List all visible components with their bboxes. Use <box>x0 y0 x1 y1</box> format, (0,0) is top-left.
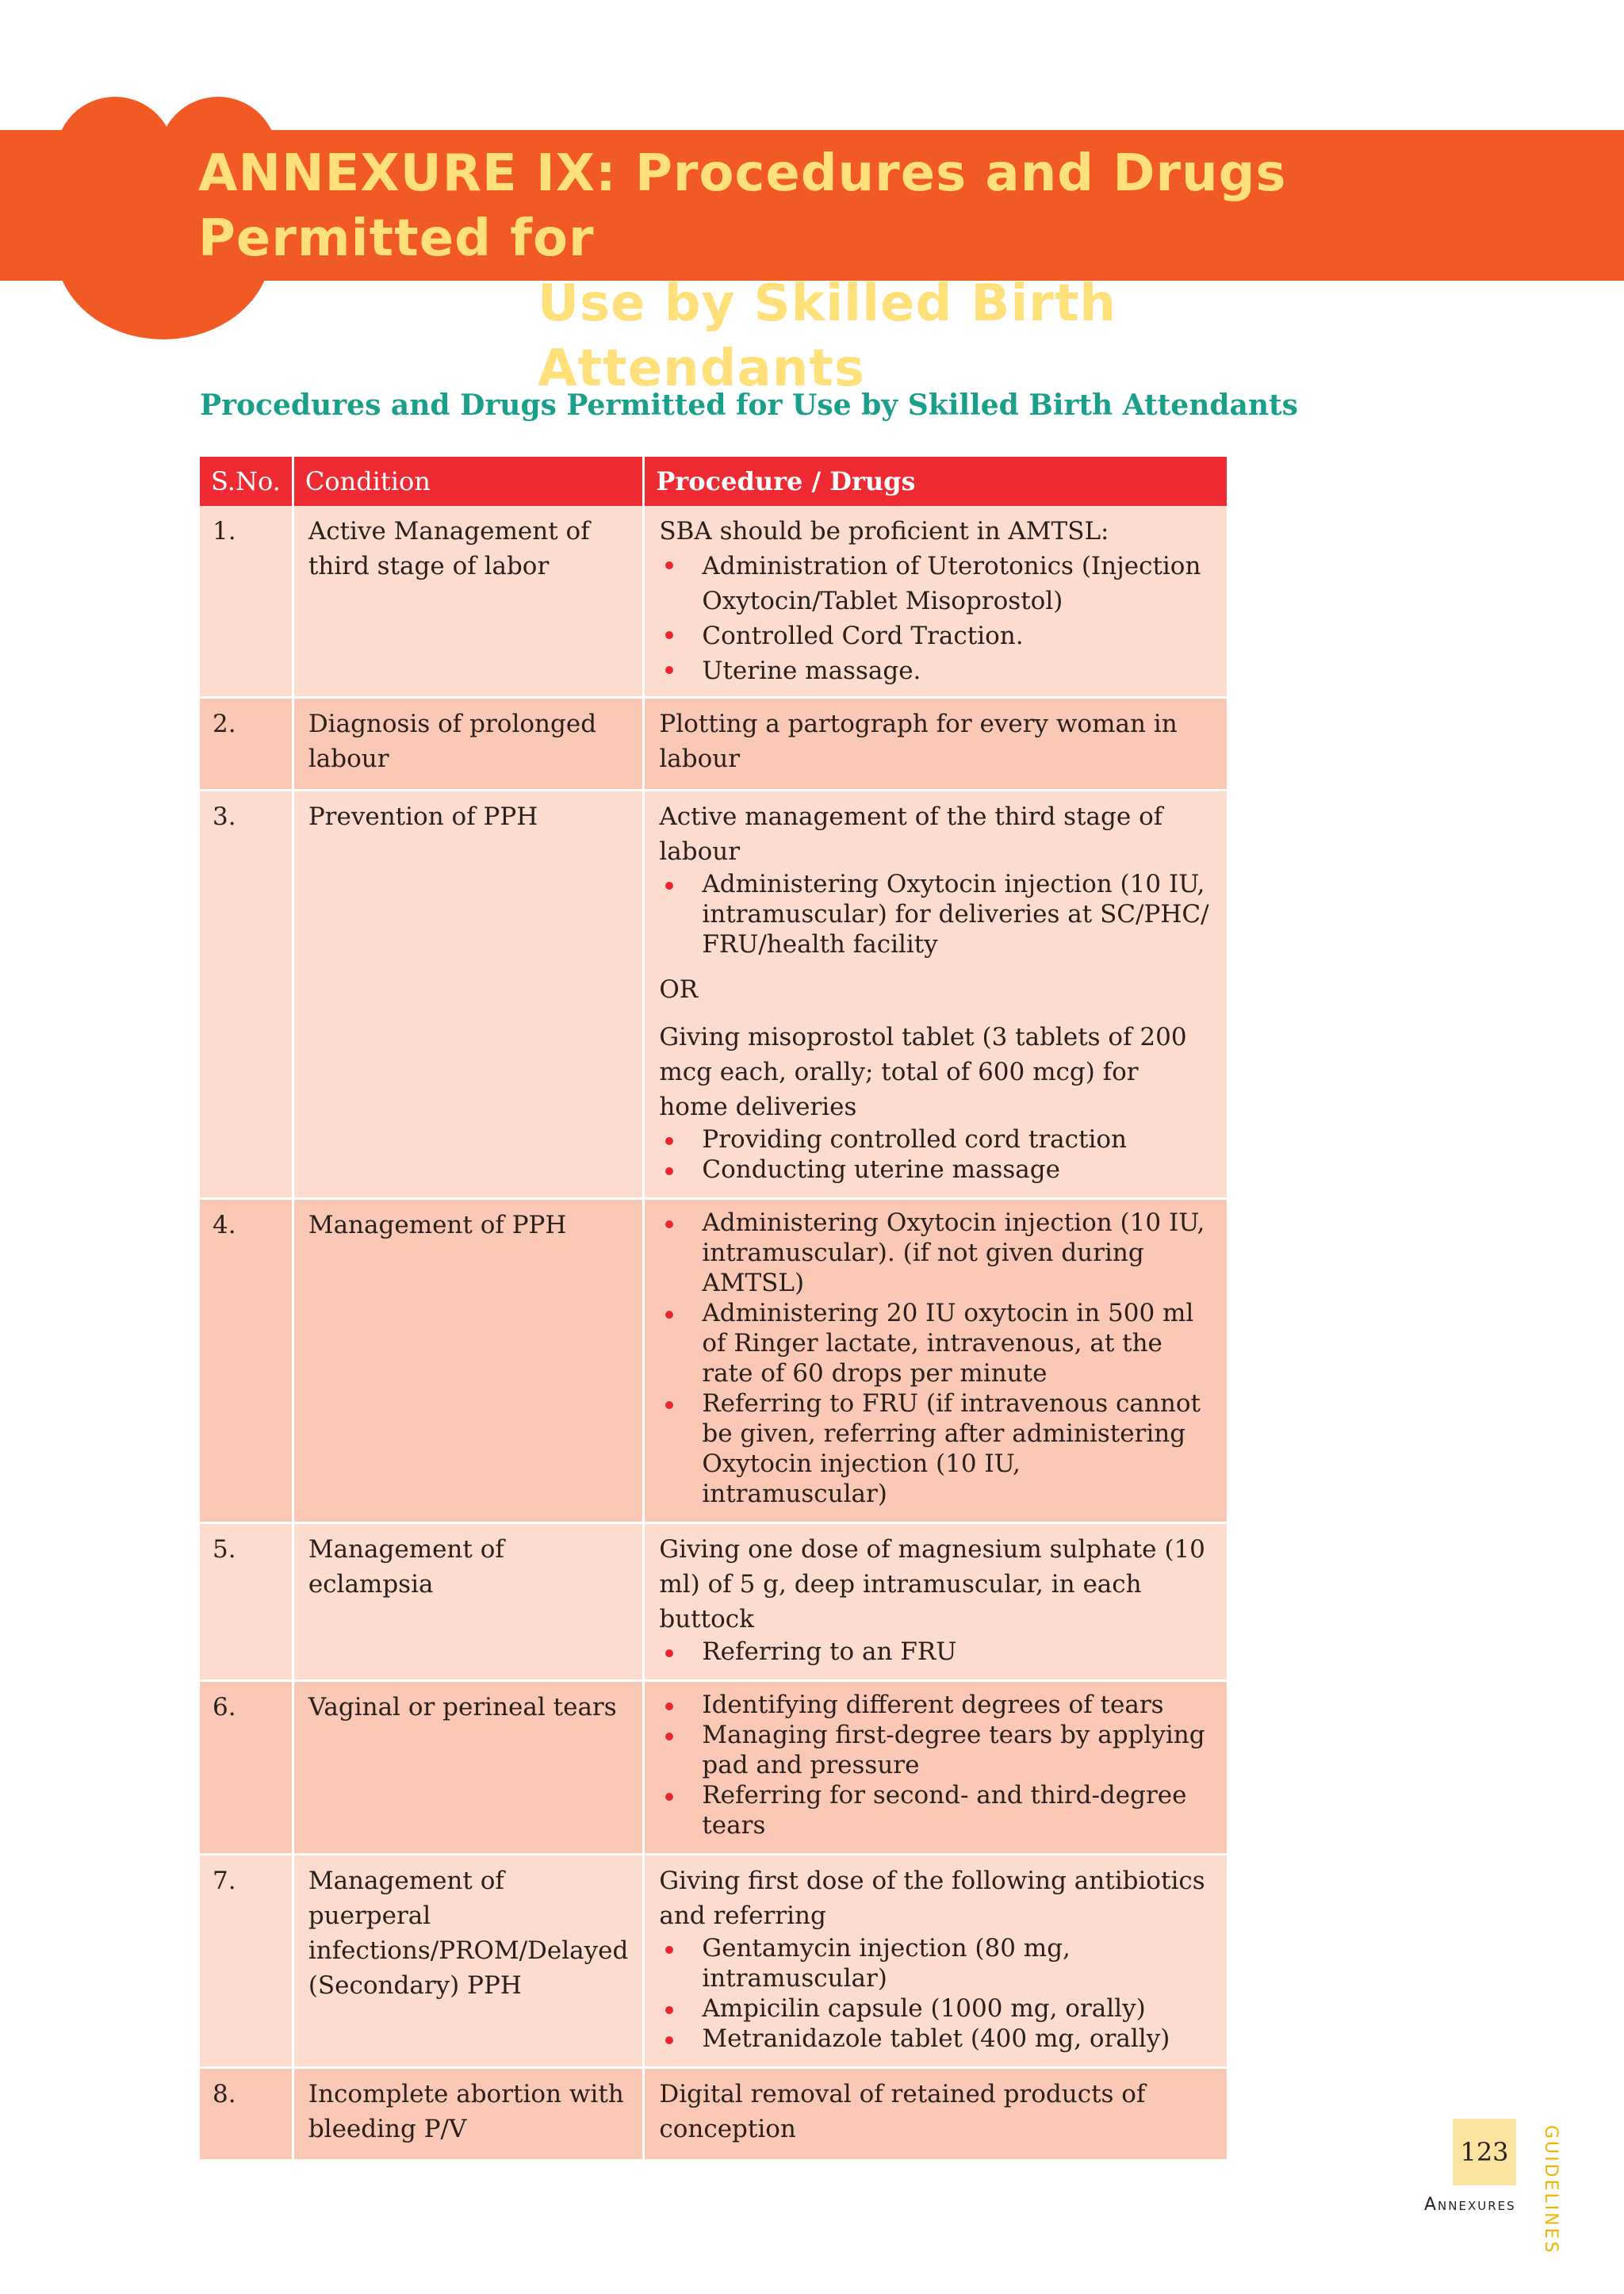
procedure-intro: Plotting a partograph for every woman in labour <box>659 710 1178 773</box>
row-procedure <box>644 506 1228 698</box>
table-header-row <box>200 457 1228 506</box>
procedure-or: OR <box>659 975 699 1004</box>
row-sno: 1. <box>200 506 293 698</box>
row-condition: Prevention of PPH <box>293 791 644 1199</box>
footer-section-label: Annexures <box>1424 2195 1516 2215</box>
row-condition: Management of puerperal infections/PROM/Delayed (Secondary) PPH <box>293 1855 644 2068</box>
page-title-line-2: Use by Skilled Birth Attendants <box>538 274 1116 398</box>
procedure-list <box>659 1690 1212 1840</box>
table-row <box>200 1855 1228 2068</box>
procedure-list <box>659 1637 1212 1667</box>
row-procedure <box>644 1199 1228 1523</box>
table-row <box>200 506 1228 698</box>
list-item: Administration of Uterotonics (Injection Oxytocin/Tablet Misoprostol) <box>659 549 1212 618</box>
header-sno: S.No. <box>200 457 293 506</box>
procedure-intro-2: Giving misoprostol tablet (3 tablets of 200 mcg each, orally; total of 600 mcg) for home deliveries <box>659 1023 1187 1121</box>
procedure-intro: Digital removal of retained products of conception <box>659 2080 1146 2143</box>
table-row <box>200 1523 1228 1681</box>
list-item: Ampicilin capsule (1000 mg, orally) <box>659 1993 1212 2024</box>
procedure-intro: Active management of the third stage of labour <box>659 802 1163 866</box>
list-item: Administering Oxytocin injection (10 IU, intramuscular) for deliveries at SC/PHC/ FRU/health facility <box>659 869 1212 959</box>
row-condition: Active Management of third stage of labor <box>293 506 644 698</box>
list-item: Referring to an FRU <box>659 1637 1212 1667</box>
list-item: Uterine massage. <box>659 653 1212 688</box>
row-procedure <box>644 698 1228 791</box>
list-item: Administering Oxytocin injection (10 IU, intramuscular). (if not given during AMTSL) <box>659 1208 1212 1298</box>
list-item: Providing controlled cord traction <box>659 1124 1212 1155</box>
row-condition: Diagnosis of prolonged labour <box>293 698 644 791</box>
row-procedure <box>644 1855 1228 2068</box>
list-item: Metranidazole tablet (400 mg, orally) <box>659 2024 1212 2054</box>
table-row <box>200 698 1228 791</box>
row-condition: Incomplete abortion with bleeding P/V <box>293 2068 644 2161</box>
procedure-list <box>659 549 1212 688</box>
list-item: Referring for second- and third-degree tears <box>659 1780 1212 1840</box>
list-item: Controlled Cord Traction. <box>659 618 1212 653</box>
list-item: Administering 20 IU oxytocin in 500 ml of Ringer lactate, intravenous, at the rate of 60 drops per minute <box>659 1298 1212 1388</box>
row-condition: Management of PPH <box>293 1199 644 1523</box>
row-procedure <box>644 1681 1228 1855</box>
procedure-intro: Giving first dose of the following antibiotics and referring <box>659 1867 1205 1930</box>
procedure-list <box>659 1933 1212 2054</box>
procedure-intro: Giving one dose of magnesium sulphate (10 ml) of 5 g, deep intramuscular, in each buttock <box>659 1535 1205 1633</box>
procedure-list <box>659 869 1212 959</box>
page-title <box>198 141 1435 401</box>
page-number: 123 <box>1453 2119 1516 2185</box>
row-sno: 4. <box>200 1199 293 1523</box>
header-condition: Condition <box>293 457 644 506</box>
row-sno: 5. <box>200 1523 293 1681</box>
section-title: Procedures and Drugs Permitted for Use by Skilled Birth Attendants <box>200 389 1298 422</box>
procedure-intro: SBA should be proficient in AMTSL: <box>659 517 1109 546</box>
page-title-line-1: ANNEXURE IX: Procedures and Drugs Permitted for <box>198 144 1287 268</box>
procedure-list <box>659 1124 1212 1185</box>
list-item: Gentamycin injection (80 mg, intramuscular) <box>659 1933 1212 1993</box>
list-item: Identifying different degrees of tears <box>659 1690 1212 1720</box>
header-procedure: Procedure / Drugs <box>644 457 1228 506</box>
row-procedure <box>644 1523 1228 1681</box>
list-item: Managing first-degree tears by applying pad and pressure <box>659 1720 1212 1780</box>
row-sno: 6. <box>200 1681 293 1855</box>
side-label: GUIDELINES <box>1541 2125 1561 2255</box>
row-sno: 7. <box>200 1855 293 2068</box>
row-sno: 8. <box>200 2068 293 2161</box>
table-row <box>200 791 1228 1199</box>
list-item: Conducting uterine massage <box>659 1155 1212 1185</box>
row-procedure <box>644 791 1228 1199</box>
row-sno: 2. <box>200 698 293 791</box>
table-row <box>200 2068 1228 2161</box>
row-sno: 3. <box>200 791 293 1199</box>
row-condition: Vaginal or perineal tears <box>293 1681 644 1855</box>
table-row <box>200 1199 1228 1523</box>
row-procedure <box>644 2068 1228 2161</box>
list-item: Referring to FRU (if intravenous cannot be given, referring after administering Oxytocin injection (10 IU, intramuscular) <box>659 1388 1212 1509</box>
procedures-table <box>200 457 1229 2162</box>
table-row <box>200 1681 1228 1855</box>
procedure-list <box>659 1208 1212 1509</box>
row-condition: Management of eclampsia <box>293 1523 644 1681</box>
